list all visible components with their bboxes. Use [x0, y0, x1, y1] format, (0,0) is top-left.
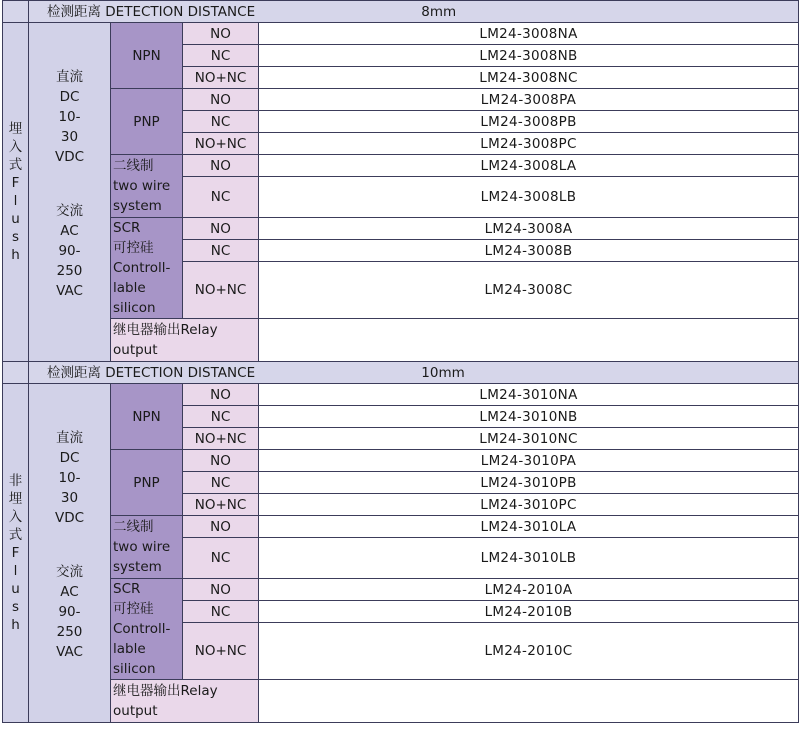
model-cell: LM24-3008NA: [259, 23, 799, 45]
table-row: [3, 218, 799, 240]
model-cell: LM24-3008B: [259, 240, 799, 262]
section-header-row: [3, 362, 799, 384]
model-cell: LM24-3008PA: [259, 89, 799, 111]
output-cell: NO: [183, 23, 259, 45]
model-cell: LM24-3010LB: [259, 538, 799, 579]
output-cell: NC: [183, 111, 259, 133]
type-pnp: PNP: [111, 450, 183, 516]
detection-distance-header: [29, 362, 799, 384]
model-cell: LM24-3010PB: [259, 472, 799, 494]
table-row: [3, 23, 799, 45]
model-cell: LM24-3008PB: [259, 111, 799, 133]
model-cell: LM24-3008NC: [259, 67, 799, 89]
table-row: [3, 319, 799, 362]
table-row: [3, 89, 799, 111]
model-cell: LM24-3008LB: [259, 177, 799, 218]
output-cell: NO+NC: [183, 623, 259, 680]
detection-distance-label: 检测距离 DETECTION DISTANCE: [47, 3, 256, 20]
output-cell: NO+NC: [183, 494, 259, 516]
type-npn: NPN: [111, 23, 183, 89]
output-cell: NC: [183, 406, 259, 428]
model-cell: LM24-3008PC: [259, 133, 799, 155]
mount-type-label: 非 埋 入 式 F l u s h: [3, 384, 29, 723]
detection-distance-value: 10mm: [421, 364, 465, 381]
output-cell: NO+NC: [183, 133, 259, 155]
header-corner: [3, 1, 29, 23]
voltage-label: [29, 384, 111, 723]
detection-distance-value: 8mm: [421, 3, 457, 20]
model-cell: LM24-3010PA: [259, 450, 799, 472]
output-cell: NC: [183, 45, 259, 67]
type-npn: NPN: [111, 384, 183, 450]
type-pnp: PNP: [111, 89, 183, 155]
dc-voltage: 直流 DC 10- 30 VDC: [54, 69, 85, 165]
header-corner: [3, 362, 29, 384]
section-header-row: [3, 1, 799, 23]
spec-table-wrapper: [2, 0, 798, 738]
model-cell: LM24-2010B: [259, 601, 799, 623]
ac-voltage: 交流 AC 90- 250 VAC: [56, 564, 83, 660]
model-cell: LM24-3008C: [259, 262, 799, 319]
output-cell: NC: [183, 177, 259, 218]
output-cell: NO: [183, 516, 259, 538]
relay-output-label: 继电器输出Relay output: [111, 319, 259, 362]
output-cell: NO: [183, 579, 259, 601]
table-row: [3, 680, 799, 723]
model-cell: LM24-3010NA: [259, 384, 799, 406]
model-cell: LM24-3008NB: [259, 45, 799, 67]
output-cell: NC: [183, 240, 259, 262]
output-cell: NO+NC: [183, 262, 259, 319]
mount-type-label: 埋 入 式 F l u s h: [3, 23, 29, 362]
table-row: [3, 155, 799, 177]
voltage-label: [29, 23, 111, 362]
model-cell-empty: [259, 319, 799, 362]
output-cell: NC: [183, 538, 259, 579]
relay-output-label: 继电器输出Relay output: [111, 680, 259, 723]
model-cell: LM24-3010NC: [259, 428, 799, 450]
model-cell: LM24-3008LA: [259, 155, 799, 177]
type-scr: SCR 可控硅 Controll- lable silicon: [111, 218, 183, 319]
output-cell: NO: [183, 384, 259, 406]
type-scr: SCR 可控硅 Controll- lable silicon: [111, 579, 183, 680]
table-row: [3, 384, 799, 406]
output-cell: NO: [183, 218, 259, 240]
ac-voltage: 交流 AC 90- 250 VAC: [56, 203, 83, 299]
dc-voltage: 直流 DC 10- 30 VDC: [54, 430, 85, 526]
type-two-wire: 二线制 two wire system: [111, 155, 183, 218]
output-cell: NC: [183, 601, 259, 623]
output-cell: NO: [183, 89, 259, 111]
table-row: [3, 516, 799, 538]
model-cell: LM24-3010PC: [259, 494, 799, 516]
output-cell: NO: [183, 155, 259, 177]
detection-distance-header: [29, 1, 799, 23]
model-cell: LM24-2010C: [259, 623, 799, 680]
output-cell: NO: [183, 450, 259, 472]
model-cell-empty: [259, 680, 799, 723]
model-cell: LM24-3010LA: [259, 516, 799, 538]
table-row: [3, 579, 799, 601]
output-cell: NO+NC: [183, 428, 259, 450]
model-cell: LM24-2010A: [259, 579, 799, 601]
table-row: [3, 450, 799, 472]
detection-distance-label: 检测距离 DETECTION DISTANCE: [47, 364, 256, 381]
output-cell: NC: [183, 472, 259, 494]
type-two-wire: 二线制 two wire system: [111, 516, 183, 579]
output-cell: NO+NC: [183, 67, 259, 89]
spec-table: [2, 0, 799, 723]
model-cell: LM24-3010NB: [259, 406, 799, 428]
model-cell: LM24-3008A: [259, 218, 799, 240]
